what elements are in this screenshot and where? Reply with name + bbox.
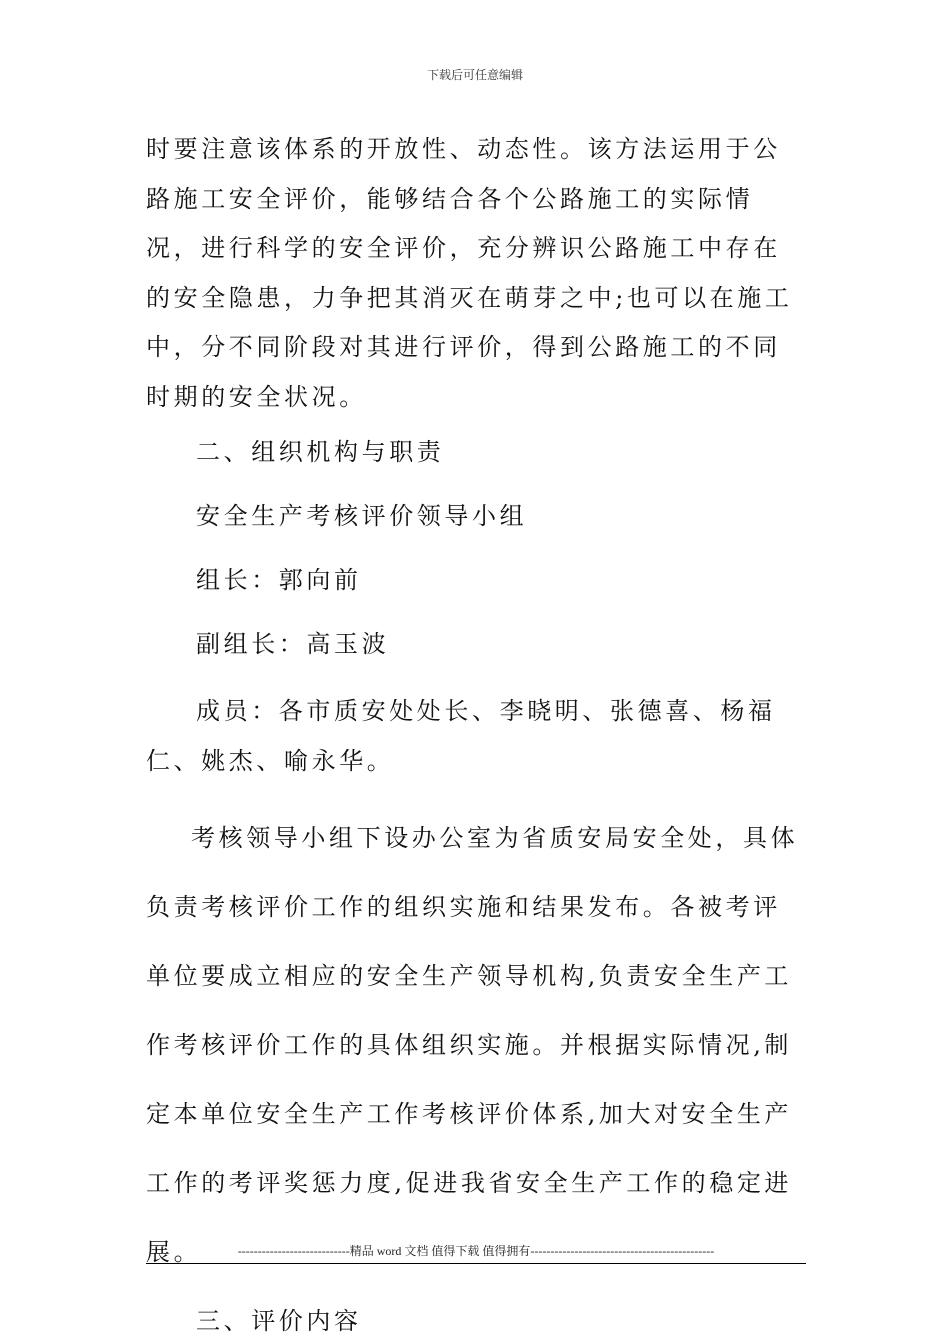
section-2-heading: 二、组织机构与职责 <box>196 438 445 466</box>
page-footer <box>146 1242 806 1264</box>
intro-paragraph: 时要注意该体系的开放性、动态性。该方法运用于公路施工安全评价，能够结合各个公路施工的实际情况，进行科学的安全评价，充分辨识公路施工中存在的安全隐患，力争把其消灭在萌芽之中;也可以在施工中，分不同阶段对其进行评价，得到公路施工的不同时期的安全状况。 <box>146 135 793 411</box>
footer-divider <box>146 1263 806 1264</box>
footer-text: ----------------------------精品 word 文档 值得下载 值得拥有---------------------------------------------- <box>237 1244 715 1258</box>
group-name: 安全生产考核评价领导小组 <box>196 502 528 530</box>
group-members: 成员：各市质安处处长、李晓明、张德喜、杨福仁、姚杰、喻永华。 <box>146 697 776 775</box>
page-header: 下载后可任意编辑 <box>426 68 523 82</box>
section-3-heading: 三、评价内容 <box>196 1307 362 1335</box>
office-paragraph: 考核领导小组下设办公室为省质安局安全处，具体负责考核评价工作的组织实施和结果发布。各被考评单位要成立相应的安全生产领导机构,负责安全生产工作考核评价工作的具体组织实施。并根据实际情况,制定本单位安全生产工作考核评价体系,加大对安全生产工作的考评奖惩力度,促进我省安全生产工作的稳定进展。 <box>146 824 799 1266</box>
group-leader: 组长：郭向前 <box>196 566 362 594</box>
document-body <box>146 125 806 1341</box>
group-deputy-leader: 副组长：高玉波 <box>196 630 390 658</box>
